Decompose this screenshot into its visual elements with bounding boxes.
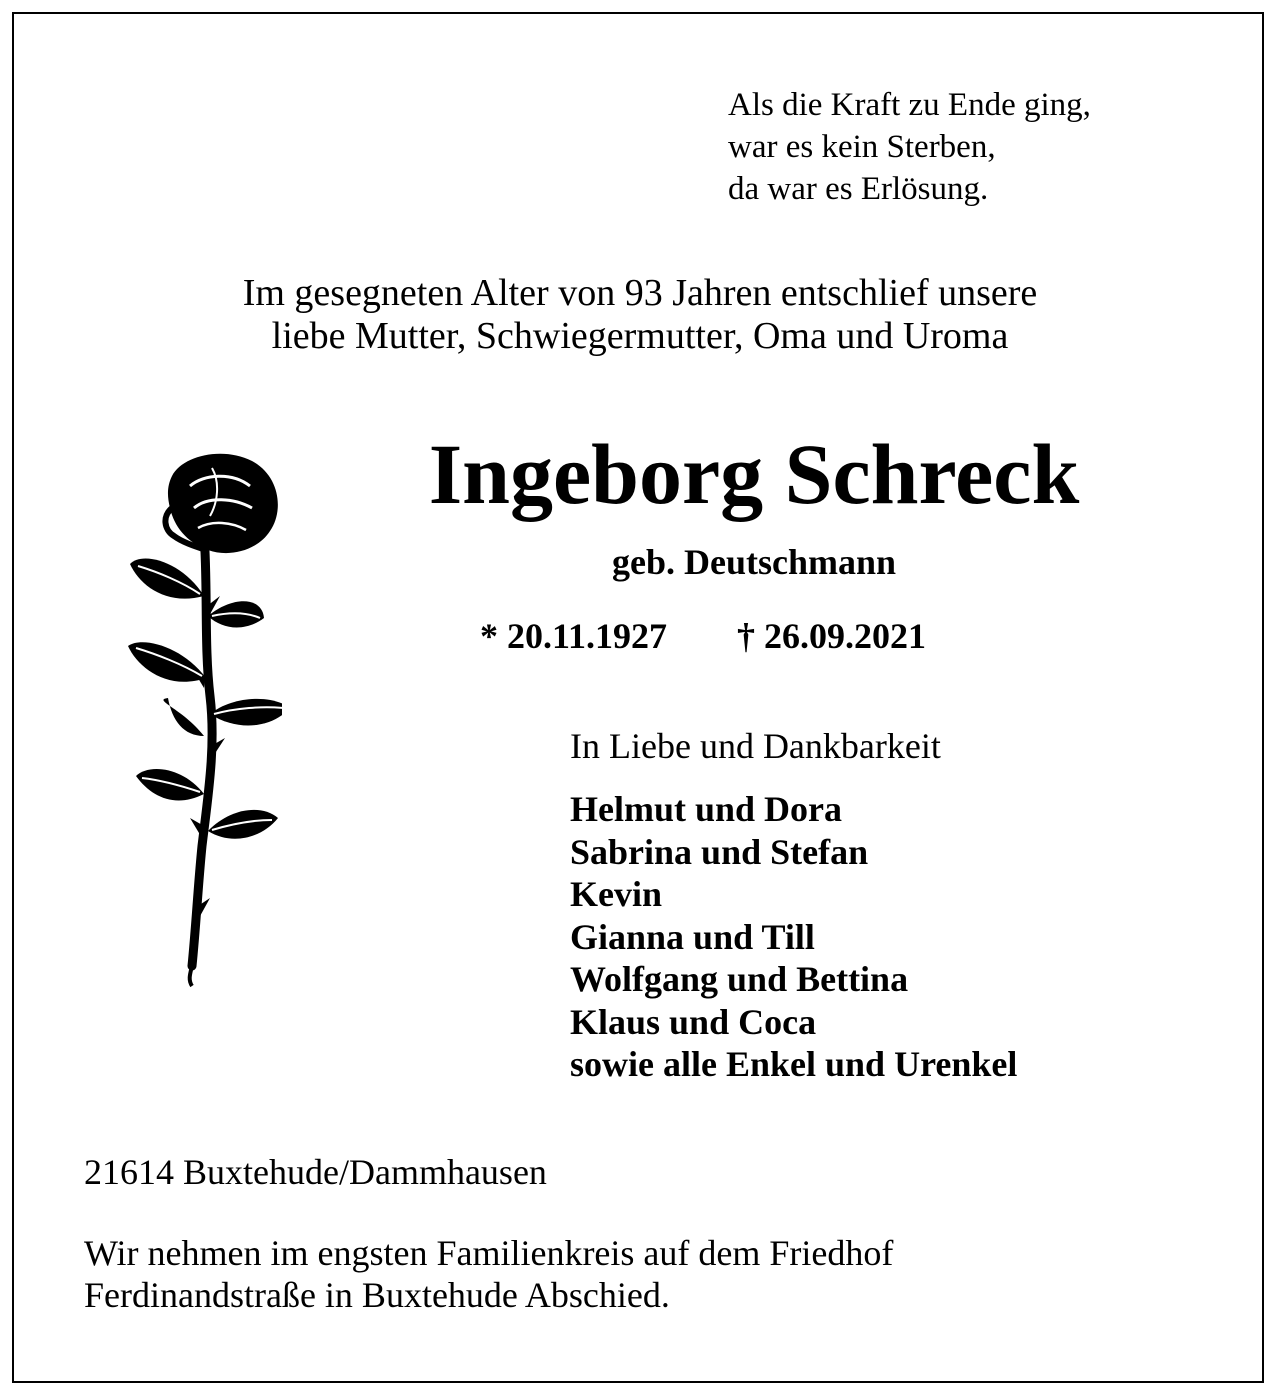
quote-line: war es kein Sterben, <box>728 129 996 165</box>
mourner-entry: Wolfgang und Bettina <box>570 959 909 999</box>
notice-line: Wir nehmen im engsten Familienkreis auf dem Friedhof <box>84 1233 894 1273</box>
quote-line: da war es Erlösung. <box>728 171 989 207</box>
mourner-entry: Helmut und Dora <box>570 789 843 829</box>
intro-line: Im gesegneten Alter von 93 Jahren entschlief unsere <box>242 272 1038 314</box>
obituary-card <box>12 12 1264 1383</box>
quote-verse <box>728 84 1091 210</box>
mourner-entry: Sabrina und Stefan <box>570 831 869 872</box>
mourner-entry: sowie alle Enkel und Urenkel <box>570 1044 1018 1084</box>
maiden-name: geb. Deutschmann <box>611 542 897 582</box>
intro-line: liebe Mutter, Schwiegermutter, Oma und Uroma <box>271 315 1009 357</box>
intro-text <box>14 272 1266 358</box>
birth-date: * 20.11.1927 <box>480 616 668 656</box>
life-dates <box>480 614 926 658</box>
deceased-name: Ingeborg Schreck <box>428 426 1080 522</box>
mourner-entry: Klaus und Coca <box>570 1001 817 1042</box>
funeral-notice <box>84 1232 893 1316</box>
thanks-line: In Liebe und Dankbarkeit <box>570 726 941 766</box>
rose-icon <box>112 446 282 991</box>
mourners-list <box>570 788 1017 1086</box>
mourner-entry: Gianna und Till <box>570 916 815 957</box>
notice-line: Ferdinandstraße in Buxtehude Abschied. <box>84 1275 670 1315</box>
place-line: 21614 Buxtehude/Dammhausen <box>84 1152 547 1192</box>
mourner-entry: Kevin <box>570 874 663 914</box>
death-date: † 26.09.2021 <box>737 616 927 656</box>
quote-line: Als die Kraft zu Ende ging, <box>728 87 1091 123</box>
